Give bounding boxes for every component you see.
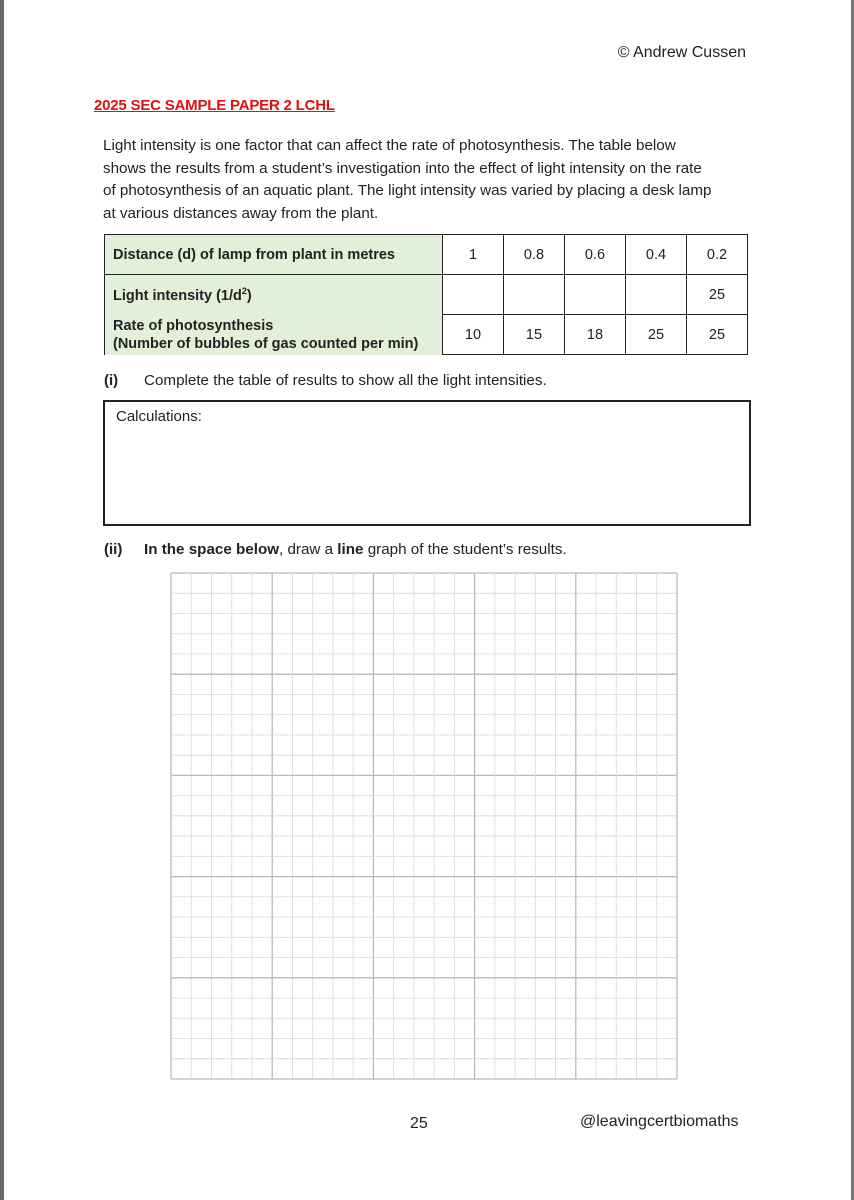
distance-row-label: Distance (d) of lamp from plant in metres [105, 235, 443, 275]
distance-cell: 0.2 [687, 235, 748, 275]
light-intensity-row-label [105, 275, 443, 315]
light-intensity-answer-cell[interactable] [443, 275, 504, 315]
rate-cell: 18 [565, 315, 626, 355]
intro-line: at various distances away from the plant. [103, 204, 379, 222]
distance-cell: 1 [443, 235, 504, 275]
distance-cell: 0.4 [626, 235, 687, 275]
calculations-box[interactable] [103, 400, 751, 526]
distance-cell: 0.8 [504, 235, 565, 275]
rate-label-line2: (Number of bubbles of gas counted per min) [113, 335, 419, 352]
question-ii-label: (ii) [104, 541, 123, 558]
copyright-notice: © Andrew Cussen [617, 44, 746, 61]
question-ii-bold-line: line [337, 541, 364, 558]
graph-paper-grid[interactable] [170, 572, 678, 1080]
intro-paragraph [103, 135, 753, 225]
intro-line: Light intensity is one factor that can affect the rate of photosynthesis. The table below [103, 137, 676, 154]
question-ii-text [144, 541, 567, 558]
rate-cell: 25 [626, 315, 687, 355]
rate-label-line1: Rate of photosynthesis [113, 317, 274, 334]
rate-cell: 10 [443, 315, 504, 355]
intro-line: shows the results from a student’s investigation into the effect of light intensity on the rate [103, 159, 702, 177]
light-intensity-label-sup: 2 [241, 285, 247, 296]
question-ii-text-part: , draw a [279, 541, 338, 558]
light-intensity-label-suffix: ) [246, 287, 252, 304]
rate-row [105, 315, 748, 355]
rate-row-label [105, 315, 443, 355]
intro-line: of photosynthesis of an aquatic plant. The light intensity was varied by placing a desk lamp [103, 182, 712, 199]
light-intensity-answer-cell[interactable] [504, 275, 565, 315]
question-ii-text-part: graph of the student’s results. [363, 541, 567, 558]
paper-title: 2025 SEC SAMPLE PAPER 2 LCHL [94, 97, 335, 114]
light-intensity-answer-cell[interactable] [565, 275, 626, 315]
question-i-text: Complete the table of results to show all the light intensities. [144, 372, 547, 389]
light-intensity-label-prefix: Light intensity (1/d [113, 287, 242, 304]
light-intensity-answer-cell[interactable] [626, 275, 687, 315]
light-intensity-cell: 25 [687, 275, 748, 315]
page-left-edge [0, 0, 4, 1200]
distance-cell: 0.6 [565, 235, 626, 275]
results-table [104, 234, 748, 355]
question-i-label: (i) [104, 372, 119, 389]
distance-row [105, 235, 748, 275]
question-ii-bold-phrase: In the space below [144, 541, 280, 558]
calculations-label: Calculations: [116, 408, 202, 425]
light-intensity-row [105, 275, 748, 315]
social-handle: @leavingcertbiomaths [580, 1113, 739, 1130]
page-number: 25 [410, 1115, 428, 1132]
rate-cell: 25 [687, 315, 748, 355]
rate-cell: 15 [504, 315, 565, 355]
